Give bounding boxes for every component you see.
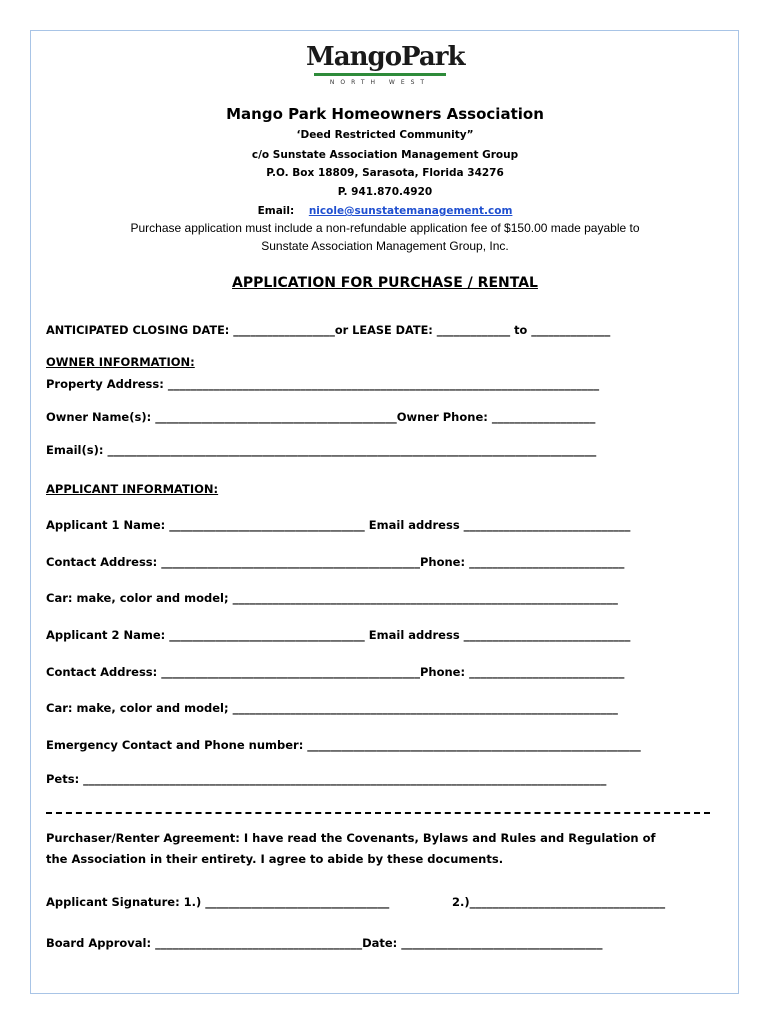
email-line — [0, 205, 770, 217]
agreement-line1: Purchaser/Renter Agreement: I have read the Covenants, Bylaws and Rules and Regulation of — [46, 831, 656, 845]
property-address-field[interactable]: Property Address: ___________________________________________________________________________ — [46, 377, 600, 391]
care-of: c/o Sunstate Association Management Group — [251, 149, 519, 161]
applicant1-car-field[interactable]: Car: make, color and model; ___________________________________________________________________ — [46, 591, 618, 605]
applicant-signature-1-field[interactable]: Applicant Signature: 1.) ________________________________ — [46, 895, 390, 909]
mango-park-logo — [306, 42, 465, 92]
logo-green-bar — [314, 73, 446, 76]
emergency-contact-field[interactable]: Emergency Contact and Phone number: __________________________________________________________ — [46, 738, 641, 752]
applicant-signature-2-field[interactable]: 2.)__________________________________ — [452, 895, 666, 909]
tagline: ‘Deed Restricted Community” — [296, 129, 474, 141]
logo-wordmark: MangoPark — [306, 42, 465, 72]
email-link[interactable]: nicole@sunstatemanagement.com — [308, 205, 513, 217]
applicant2-car-field[interactable]: Car: make, color and model; ___________________________________________________________________ — [46, 701, 618, 715]
closing-date-field[interactable]: ANTICIPATED CLOSING DATE: __________________or LEASE DATE: _____________ to ______________ — [46, 324, 611, 337]
applicant2-contact-field[interactable]: Contact Address: _____________________________________________Phone: ___________________________ — [46, 665, 625, 679]
owner-email-field[interactable]: Email(s): _____________________________________________________________________________________ — [46, 443, 597, 457]
applicant2-name-field[interactable]: Applicant 2 Name: __________________________________ Email address _____________________________ — [46, 628, 631, 642]
fee-notice-line1: Purchase application must include a non-refundable application fee of $150.00 made payable to — [130, 221, 640, 235]
email-label: Email: — [257, 205, 295, 217]
dashed-divider — [46, 812, 710, 814]
owner-name-field[interactable]: Owner Name(s): __________________________________________Owner Phone: __________________ — [46, 410, 596, 424]
board-approval-field[interactable]: Board Approval: ____________________________________Date: ___________________________________ — [46, 936, 603, 950]
applicant1-name-field[interactable]: Applicant 1 Name: __________________________________ Email address _____________________________ — [46, 518, 631, 532]
owner-section-heading: OWNER INFORMATION: — [46, 355, 195, 369]
applicant-section-heading: APPLICANT INFORMATION: — [46, 482, 219, 496]
applicant1-contact-field[interactable]: Contact Address: _____________________________________________Phone: ___________________________ — [46, 555, 625, 569]
agreement-line2: the Association in their entirety. I agree to abide by these documents. — [46, 852, 504, 866]
phone-number: P. 941.870.4920 — [337, 186, 433, 198]
form-title: APPLICATION FOR PURCHASE / RENTAL — [232, 275, 538, 291]
logo-subtitle: NORTH WEST — [329, 79, 431, 86]
org-name: Mango Park Homeowners Association — [226, 105, 544, 123]
fee-notice-line2: Sunstate Association Management Group, Inc. — [261, 239, 509, 253]
pets-field[interactable]: Pets: ___________________________________________________________________________________________ — [46, 772, 607, 786]
mailing-address: P.O. Box 18809, Sarasota, Florida 34276 — [266, 167, 504, 179]
